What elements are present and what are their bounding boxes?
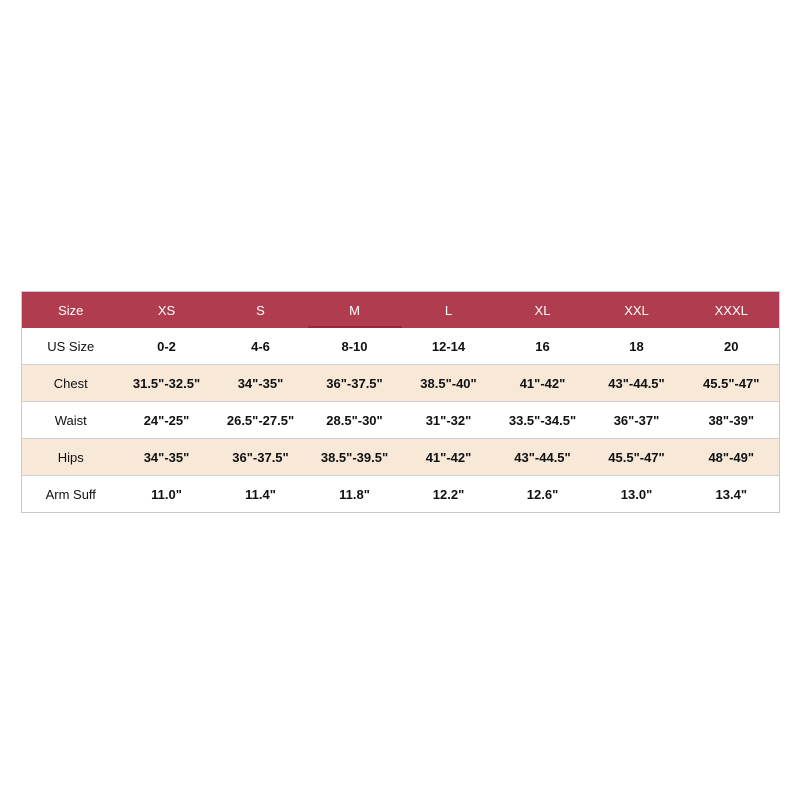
table-cell: 20	[684, 328, 780, 365]
table-cell: 45.5"-47"	[684, 365, 780, 402]
table-row-hips	[22, 439, 780, 476]
row-label-arm-suff: Arm Suff	[22, 476, 120, 513]
table-row-waist	[22, 402, 780, 439]
table-cell: 11.8"	[308, 476, 402, 513]
row-label-hips: Hips	[22, 439, 120, 476]
header-cell-l: L	[402, 292, 496, 329]
table-cell: 48"-49"	[684, 439, 780, 476]
header-cell-xs: XS	[120, 292, 214, 329]
table-cell: 38.5"-40"	[402, 365, 496, 402]
size-chart-table	[21, 291, 780, 513]
table-row-arm-suff	[22, 476, 780, 513]
row-label-us-size: US Size	[22, 328, 120, 365]
header-row	[22, 292, 780, 329]
header-cell-m: M	[308, 292, 402, 329]
row-label-chest: Chest	[22, 365, 120, 402]
header-cell-xxl: XXL	[590, 292, 684, 329]
table-cell: 45.5"-47"	[590, 439, 684, 476]
table-cell: 0-2	[120, 328, 214, 365]
table-cell: 4-6	[214, 328, 308, 365]
table-cell: 12-14	[402, 328, 496, 365]
table-cell: 38.5"-39.5"	[308, 439, 402, 476]
table-cell: 28.5"-30"	[308, 402, 402, 439]
table-cell: 31"-32"	[402, 402, 496, 439]
table-cell: 41"-42"	[402, 439, 496, 476]
header-cell-s: S	[214, 292, 308, 329]
table-cell: 36"-37.5"	[214, 439, 308, 476]
row-label-waist: Waist	[22, 402, 120, 439]
table-cell: 31.5"-32.5"	[120, 365, 214, 402]
table-cell: 33.5"-34.5"	[496, 402, 590, 439]
header-cell-xl: XL	[496, 292, 590, 329]
table-cell: 43"-44.5"	[590, 365, 684, 402]
table-cell: 41"-42"	[496, 365, 590, 402]
table-cell: 11.4"	[214, 476, 308, 513]
table-cell: 24"-25"	[120, 402, 214, 439]
header-cell-xxxl: XXXL	[684, 292, 780, 329]
table-cell: 43"-44.5"	[496, 439, 590, 476]
table-cell: 34"-35"	[214, 365, 308, 402]
table-cell: 8-10	[308, 328, 402, 365]
table-cell: 13.0"	[590, 476, 684, 513]
size-chart-body	[22, 328, 780, 513]
table-cell: 13.4"	[684, 476, 780, 513]
header-cell-size: Size	[22, 292, 120, 329]
table-cell: 12.2"	[402, 476, 496, 513]
table-cell: 18	[590, 328, 684, 365]
table-cell: 36"-37.5"	[308, 365, 402, 402]
table-cell: 12.6"	[496, 476, 590, 513]
table-row-chest	[22, 365, 780, 402]
size-chart-header	[22, 292, 780, 329]
table-cell: 16	[496, 328, 590, 365]
table-cell: 36"-37"	[590, 402, 684, 439]
table-cell: 26.5"-27.5"	[214, 402, 308, 439]
table-row-us-size	[22, 328, 780, 365]
table-cell: 11.0"	[120, 476, 214, 513]
table-cell: 38"-39"	[684, 402, 780, 439]
table-cell: 34"-35"	[120, 439, 214, 476]
